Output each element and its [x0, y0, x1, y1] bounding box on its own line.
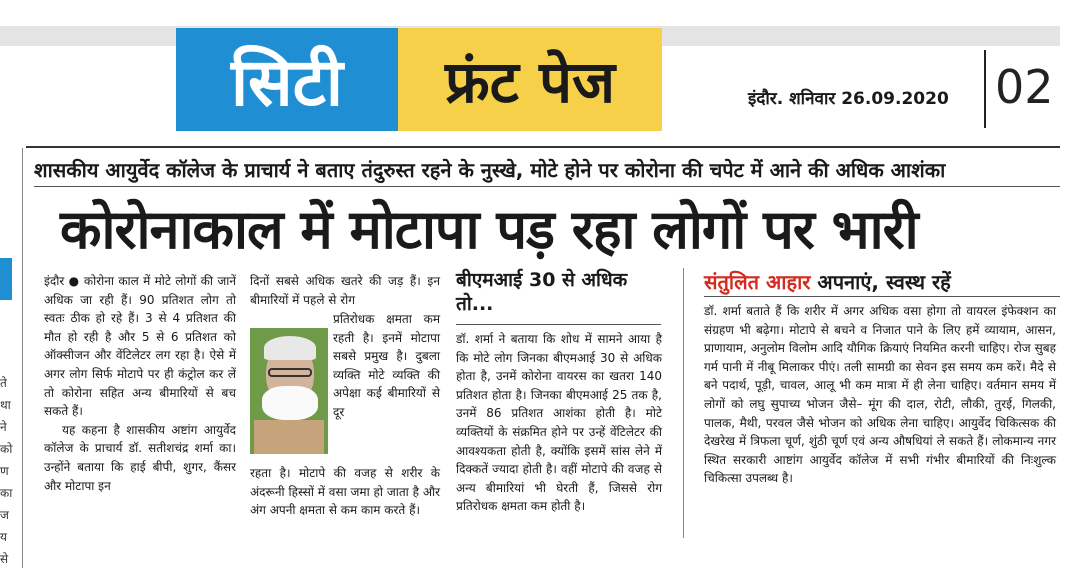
column-4: डॉ. शर्मा बताते हैं कि शरीर में अगर अधिक वसा होगा तो वायरल इंफेक्शन का संग्रहण भी बढ़ेगा। मोटापे से बचने व निजात पाने के लिए हमें व्यायाम, आसन, प्राणायाम, अनुलोम विलोम आदि यौगिक क्रियाएं नियमित करनी चाहिए। रोज सुबह गर्म पानी में नीबू मिलाकर पीएं। तली सामग्री का सेवन इस समय कम करें। मैदे से बने पदार्थ, पूड़ी, चावल, आलू भी कम मात्रा में ही लेना चाहिए। वर्तमान समय में लोगों को लघु सुपाच्य भोजन जैसे– मूंग की दाल, रोटी, लौकी, तुरई, गिलकी, पालक, मैथी, परवल जैसे भोजन को अधिक लेना चाहिए। आयुर्वेद चिकित्सक की देखरेख में त्रिफला चूर्ण, शुंठी चूर्ण एवं अन्य औषधियां ले सकते हैं। लोकमान्य नगर स्थित सरकारी आष्टांग आयुर्वेद कॉलेज में सभी गंभीर बीमारियों की निःशुल्क चिकित्सा उपलब्ध है।: [704, 304, 1056, 486]
column-3: डॉ. शर्मा ने बताया कि शोध में सामने आया है कि मोटे लोग जिनका बीएमआई 30 से अधिक होता है, उनमें कोरोना वायरस का खतरा 140 प्रतिशत होता है। जिनका बीएमआई 25 तक है, उनमें 86 प्रतिशत आशंका होती है। मोटे व्यक्तियों के संक्रमित होने पर उन्हें वेंटिलेटर की आवश्यकता होती है, क्योंकि इसमें सांस लेने में दिक्कतें ज्यादा होती है। वहीं मोटापे की वजह से अन्य बीमारियां भी घेरती हैं, जिससे रोग प्रतिरोधक क्षमता कम होती है।: [456, 332, 662, 514]
edge-char: ते: [0, 376, 7, 390]
edge-char: य: [0, 530, 7, 544]
column-1: [44, 272, 236, 495]
kicker-rule: [34, 186, 1060, 187]
story-headline: कोरोनाकाल में मोटापा पड़ रहा लोगों पर भारी: [60, 198, 918, 261]
story-kicker: शासकीय आयुर्वेद कॉलेज के प्राचार्य ने बताए तंदुरुस्त रहने के नुस्खे, मोटे होने पर कोरोना की चपेट में आने की अधिक आशंका: [34, 158, 946, 182]
photo-mask: [262, 386, 318, 420]
subhead-bmi-rule: [456, 324, 661, 325]
subhead-diet: [704, 268, 951, 295]
edge-char: को: [0, 442, 13, 456]
subhead-bmi: बीएमआई 30 से अधिक तो...: [456, 269, 628, 315]
page-number-divider: [984, 50, 986, 128]
column-rule-left: [22, 148, 23, 568]
edge-char: ज: [0, 508, 9, 522]
column-1-paragraph-1: इंदौर ● कोरोना काल में मोटे लोगों की जानें अधिक जा रही हैं। 90 प्रतिशत लोग तो स्वतः ठीक हो रहे हैं। 3 से 4 प्रतिशत की मौत हो रही है और 5 से 6 प्रतिशत को ऑक्सीजन और वेंटिलेटर लग रहा है। ऐसे में अगर लोग सिर्फ मोटापे पर ही कंट्रोल कर लें तो कोरोना सहित अन्य बीमारियों से बच सकते हैं।: [44, 274, 236, 419]
masthead-front-page: फ्रंट पेज: [444, 48, 616, 116]
subhead-diet-rest: अपनाएं, स्वस्थ रहें: [810, 270, 951, 294]
photo-glasses: [268, 368, 312, 377]
subhead-diet-rule: [704, 296, 1060, 297]
section-rule: [26, 146, 1060, 148]
edge-char: से: [0, 552, 9, 566]
column-2-top: दिनों सबसे अधिक खतरे की जड़ हैं। इन बीमारियों में पहले से रोग: [250, 274, 440, 307]
edge-char: था: [0, 398, 11, 412]
column-2-side: प्रतिरोधक क्षमता कम रहती है। इनमें मोटापा सबसे प्रमुख है। दुबला व्यक्ति मोटे व्यक्ति की अपेक्षा कई बीमारियों से दूर: [333, 312, 440, 419]
page-number: 02: [995, 60, 1054, 114]
column-separator: [683, 268, 684, 538]
author-photo: [250, 328, 328, 454]
left-edge-fragment: [0, 372, 14, 570]
edge-char: का: [0, 486, 13, 500]
dateline: इंदौर. शनिवार 26.09.2020: [748, 89, 949, 109]
edge-char: ने: [0, 420, 7, 434]
subhead-diet-highlight: संतुलित आहार: [704, 270, 811, 294]
column-2-bottom: रहता है। मोटापे की वजह से शरीर के अंदरूनी हिस्सों में वसा जमा हो जाता है और अंग अपनी क्षमता से कम काम करते हैं।: [250, 466, 440, 518]
photo-hair: [264, 336, 316, 360]
edge-color-bar: [0, 258, 12, 300]
photo-shirt: [254, 420, 324, 454]
edge-char: ण: [0, 464, 9, 478]
column-1-paragraph-2: यह कहना है शासकीय अष्टांग आयुर्वेद कॉलेज के प्राचार्य डॉ. सतीशचंद्र शर्मा का। उन्होंने बताया कि हाई बीपी, शुगर, कैंसर और मोटापा इन: [44, 422, 236, 493]
masthead-city: सिटी: [230, 43, 344, 121]
